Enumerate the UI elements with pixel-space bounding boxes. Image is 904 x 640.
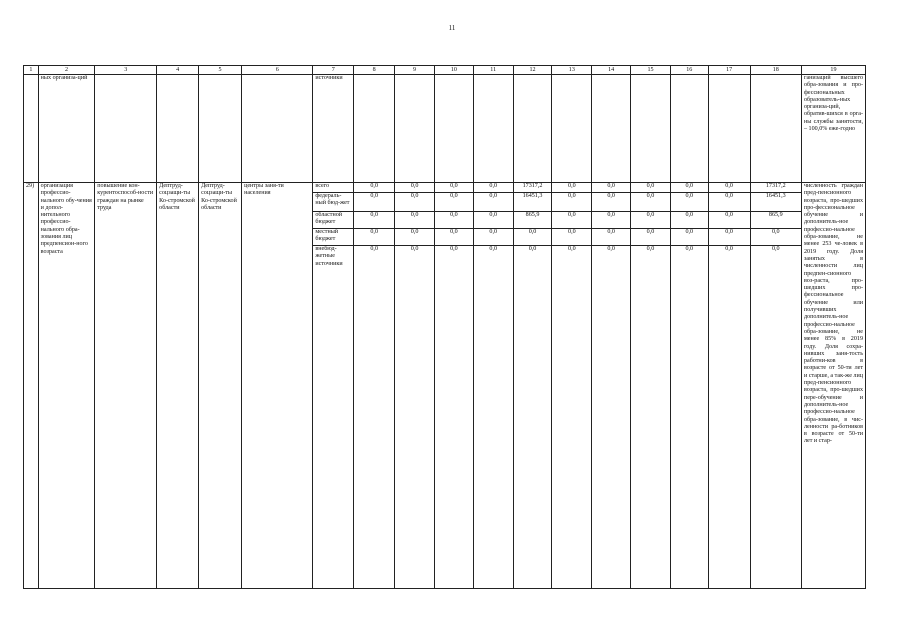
value-cell: 0,0 bbox=[685, 246, 694, 252]
value-cell: 0,0 bbox=[709, 229, 750, 246]
value-cell: 865,9 bbox=[751, 212, 801, 229]
row-number: 29) bbox=[24, 183, 39, 589]
value-cell: 0,0 bbox=[709, 193, 750, 212]
value-cell: 0,0 bbox=[671, 193, 708, 212]
value-col-12 bbox=[513, 183, 552, 589]
value-cell: 0,0 bbox=[410, 246, 419, 252]
value-cell: 0,0 bbox=[395, 212, 434, 229]
sources-cell bbox=[313, 183, 354, 589]
value-cell: 865,9 bbox=[514, 212, 552, 229]
value-cell: 0,0 bbox=[671, 229, 708, 246]
header-row bbox=[24, 66, 866, 75]
header-col-3: 3 bbox=[95, 66, 157, 75]
value-cell: 0,0 bbox=[552, 212, 591, 229]
continuation-row bbox=[24, 75, 866, 183]
value-cell: 0,0 bbox=[646, 246, 655, 252]
program-table bbox=[23, 65, 866, 589]
header-col-19: 19 bbox=[801, 66, 865, 75]
value-cell: 0,0 bbox=[435, 229, 473, 246]
value-cell: 0,0 bbox=[450, 246, 458, 252]
value-cell: 17317,2 bbox=[514, 183, 552, 193]
value-col-13 bbox=[552, 183, 592, 589]
value-cell: 16451,3 bbox=[751, 193, 801, 212]
value-cell: 0,0 bbox=[370, 246, 378, 252]
value-col-18 bbox=[750, 183, 801, 589]
value-cell: 0,0 bbox=[514, 229, 552, 246]
cont-col7: источники bbox=[313, 75, 354, 183]
responsible: Дептруд-соцзащи-ты Ко-стромской области bbox=[157, 183, 199, 589]
value-cell: 0,0 bbox=[395, 193, 434, 212]
value-cell: 0,0 bbox=[354, 193, 394, 212]
value-col-14 bbox=[592, 183, 631, 589]
value-cell: 16451,3 bbox=[514, 193, 552, 212]
source-label: внебюд-жетные источники bbox=[315, 246, 343, 267]
value-cell: 0,0 bbox=[474, 193, 513, 212]
value-cell: 17317,2 bbox=[751, 183, 801, 193]
value-cell: 0,0 bbox=[607, 246, 615, 252]
value-cell: 0,0 bbox=[435, 193, 473, 212]
value-cell: 0,0 bbox=[474, 229, 513, 246]
value-col-9 bbox=[395, 183, 435, 589]
value-cell: 0,0 bbox=[435, 183, 473, 193]
value-cell: 0,0 bbox=[354, 229, 394, 246]
value-cell: 0,0 bbox=[771, 246, 780, 252]
header-col-6: 6 bbox=[242, 66, 313, 75]
value-cell: 0,0 bbox=[568, 246, 576, 252]
value-cell: 0,0 bbox=[631, 193, 670, 212]
cont-col2: ных организа-ций bbox=[38, 75, 95, 183]
value-cell: 0,0 bbox=[552, 183, 591, 193]
value-cell: 0,0 bbox=[671, 183, 708, 193]
header-col-2: 2 bbox=[38, 66, 95, 75]
header-col-8: 8 bbox=[354, 66, 395, 75]
value-cell: 0,0 bbox=[489, 246, 498, 252]
header-col-15: 15 bbox=[631, 66, 671, 75]
value-cell: 0,0 bbox=[592, 229, 630, 246]
header-col-4: 4 bbox=[157, 66, 199, 75]
value-cell: 0,0 bbox=[631, 229, 670, 246]
value-col-8 bbox=[354, 183, 395, 589]
value-cell: 0,0 bbox=[631, 212, 670, 229]
header-col-11: 11 bbox=[473, 66, 513, 75]
value-col-15 bbox=[631, 183, 671, 589]
executor: центры заня-ти населения bbox=[242, 183, 313, 589]
value-cell: 0,0 bbox=[592, 183, 630, 193]
header-col-1: 1 bbox=[24, 66, 39, 75]
coordinator: Дептруд-соцзащи-ты Ко-стромской области bbox=[199, 183, 242, 589]
header-col-12: 12 bbox=[513, 66, 552, 75]
cont-col19: ганизаций высшего обра-зования и про-фессиональных образователь-ных организа-ций, обратив-шихся в орга-ны службы занятости, – 100,0% еже-годно bbox=[801, 75, 865, 183]
header-col-7: 7 bbox=[313, 66, 354, 75]
source-label: местный бюджет bbox=[313, 229, 353, 246]
header-col-17: 17 bbox=[708, 66, 750, 75]
value-cell: 0,0 bbox=[528, 246, 537, 252]
value-col-10 bbox=[434, 183, 473, 589]
value-cell: 0,0 bbox=[552, 193, 591, 212]
source-label: областной бюджет bbox=[313, 212, 353, 229]
goal: повышение кон-курентоспособ-ности граждан на рынке труда bbox=[95, 183, 157, 589]
header-col-18: 18 bbox=[750, 66, 801, 75]
value-cell: 0,0 bbox=[709, 212, 750, 229]
value-col-16 bbox=[670, 183, 708, 589]
header-col-10: 10 bbox=[434, 66, 473, 75]
value-cell: 0,0 bbox=[725, 246, 733, 252]
measure-name: организация профессио-нального обу-чения и допол-нительного профессио-нального обра-зования лиц предпенсион-ного возраста bbox=[38, 183, 95, 589]
value-cell: 0,0 bbox=[354, 183, 394, 193]
result-description: численность граждан пред-пенсионного возраста, про-шедших про-фессиональное обучение и дополнитель-ное профессио-нальное обра-зование, не менее 253 че-ловек в 2019 году. Доля занятых в численности лиц предпен-сионного воз-раста, про-шедших про-фессиональное обучение или получивших дополнитель-ное профессио-нальное обра-зование, не менее 85% в 2019 году. Доля сохра-нивших заня-тость работни-ков в возрасте от 50-ти лет и старше, а так-же лиц пред-пенсионного возраста, про-шедших пере-обучение и дополнитель-ное профессио-нальное обра-зование, в чис-ленности ра-ботников в возрасте от 50-ти лет и стар- bbox=[801, 183, 865, 589]
value-cell: 0,0 bbox=[552, 229, 591, 246]
value-cell: 0,0 bbox=[592, 212, 630, 229]
row-29 bbox=[24, 183, 866, 589]
header-col-13: 13 bbox=[552, 66, 592, 75]
value-cell: 0,0 bbox=[395, 229, 434, 246]
source-label: федераль-ный бюд-жет bbox=[313, 193, 353, 212]
value-cell: 0,0 bbox=[435, 212, 473, 229]
value-cell: 0,0 bbox=[671, 212, 708, 229]
value-col-11 bbox=[473, 183, 513, 589]
source-label: всего bbox=[313, 183, 353, 193]
value-cell: 0,0 bbox=[354, 212, 394, 229]
value-col-17 bbox=[708, 183, 750, 589]
value-cell: 0,0 bbox=[709, 183, 750, 193]
value-cell: 0,0 bbox=[474, 183, 513, 193]
header-col-5: 5 bbox=[199, 66, 242, 75]
value-cell: 0,0 bbox=[395, 183, 434, 193]
value-cell: 0,0 bbox=[474, 212, 513, 229]
header-col-16: 16 bbox=[670, 66, 708, 75]
page-number: 11 bbox=[448, 24, 456, 32]
value-cell: 0,0 bbox=[592, 193, 630, 212]
value-cell: 0,0 bbox=[631, 183, 670, 193]
header-col-9: 9 bbox=[395, 66, 435, 75]
header-col-14: 14 bbox=[592, 66, 631, 75]
value-cell: 0,0 bbox=[751, 229, 801, 246]
